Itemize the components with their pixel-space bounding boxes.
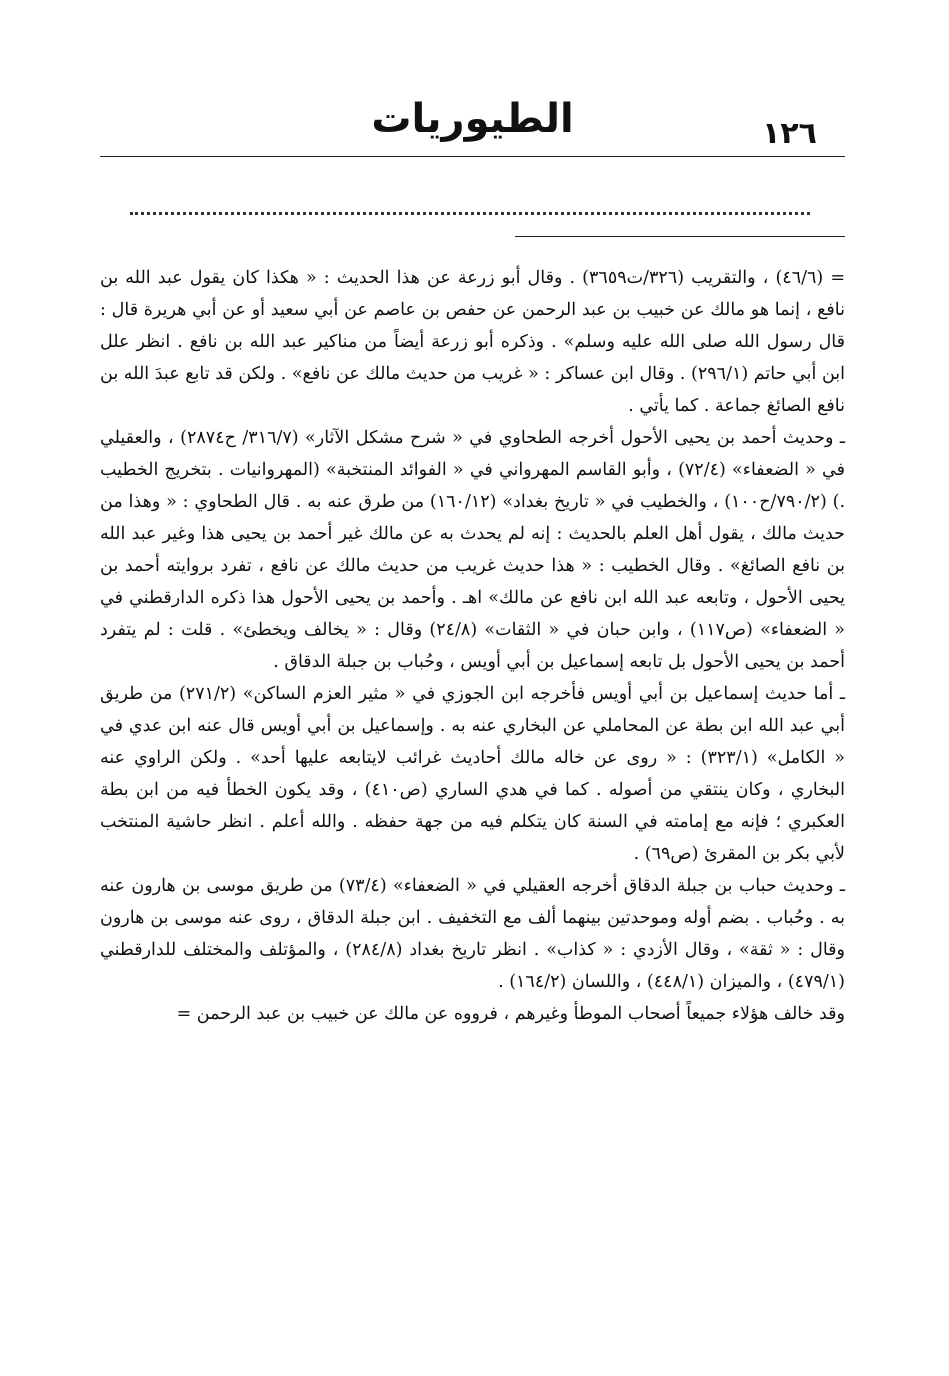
dotted-separator	[130, 212, 810, 215]
paragraph-2: ـ وحديث أحمد بن يحيى الأحول أخرجه الطحاوي في « شرح مشكل الآثار» (٣١٦/٧/ ح٢٨٧٤) ، والعقيلي في « الضعفاء» (٧٢/٤) ، وأبو القاسم المهرواني في « الفوائد المنتخبة» (المهروانيات . بتخريج الخطيب .) (٧٩٠/٢/ح١٠٠) ، والخطيب في « تاريخ بغداد» (١٦٠/١٢) من طرق عنه به . قال الطحاوي : « وهذا من حديث مالك ، يقول أهل العلم بالحديث : إنه لم يحدث به عن مالك غير أحمد بن يحيى هذا وغير عبد الله بن نافع الصائغ» . وقال الخطيب : « هذا حديث غريب من حديث مالك عن نافع ، تفرد بروايته أحمد بن يحيى الأحول ، وتابعه عبد الله ابن نافع عن مالك» اهـ . وأحمد بن يحيى الأحول هذا ذكره الدارقطني في « الضعفاء» (ص١١٧) ، وابن حبان في « الثقات» (٢٤/٨) وقال : « يخالف ويخطئ» . قلت : لم يتفرد أحمد بن يحيى الأحول بل تابعه إسماعيل بن أبي أويس ، وحُباب بن جبلة الدقاق .	[100, 428, 846, 672]
paragraph-4: ـ وحديث حباب بن جبلة الدقاق أخرجه العقيلي في « الضعفاء» (٧٣/٤) من طريق موسى بن هارون عنه به . وحُباب . بضم أوله وموحدتين بينهما ألف مع التخفيف . ابن جبلة الدقاق ، روى عنه موسى بن هارون وقال : « ثقة» ، وقال الأزدي : « كذاب» . انظر تاريخ بغداد (٢٨٤/٨) ، والمؤتلف والمختلف للدارقطني (٤٧٩/١) ، والميزان (٤٤٨/١) ، واللسان (١٦٤/٢) .	[100, 876, 845, 992]
paragraph-5: وقد خالف هؤلاء جميعاً أصحاب الموطأ وغيرهم ، فرووه عن مالك عن خبيب بن عبد الرحمن =	[176, 1004, 845, 1024]
footnote-rule	[515, 236, 845, 237]
paragraph-3: ـ أما حديث إسماعيل بن أبي أويس فأخرجه ابن الجوزي في « مثير العزم الساكن» (٢٧١/٢) من طريق أبي عبد الله ابن بطة عن المحاملي عن البخاري عنه به . وإسماعيل بن أبي أويس قال عنه ابن عدي في « الكامل» (٣٢٣/١) : « روى عن خاله مالك أحاديث غرائب لايتابعه عليها أحد» . ولكن الراوي عنه البخاري ، وكان ينتقي من أصوله . كما في هدي الساري (ص٤١٠) ، وقد يكون الخطأ فيه من ابن بطة العكبري ؛ فإنه مع إمامته في السنة كان يتكلم فيه من جهة حفظه . والله أعلم . انظر حاشية المنتخب لأبي بكر بن المقرئ (ص٦٩) .	[100, 684, 845, 864]
book-title: الطيوريات	[371, 96, 574, 142]
footnote-body	[100, 262, 845, 1030]
page-header	[100, 96, 845, 158]
header-rule	[100, 156, 845, 157]
paragraph-1: = (٤٦/٦) ، والتقريب (٣٢٦/ت٣٦٥٩) . وقال أبو زرعة عن هذا الحديث : « هكذا كان يقول عبد الله بن نافع ، إنما هو مالك عن خبيب بن عبد الرحمن عن حفص بن عاصم عن أبي سعيد أو عن أبي هريرة قال : قال رسول الله صلى الله عليه وسلم» . وذكره أبو زرعة أيضاً من مناكير عبد الله بن نافع . انظر علل ابن أبي حاتم (٢٩٦/١) . وقال ابن عساكر : « غريب من حديث مالك عن نافع» . ولكن قد تابع عبدَ الله بن نافع الصائغ جماعة . كما يأتي .	[100, 268, 845, 416]
page-number: ١٢٦	[762, 116, 817, 151]
